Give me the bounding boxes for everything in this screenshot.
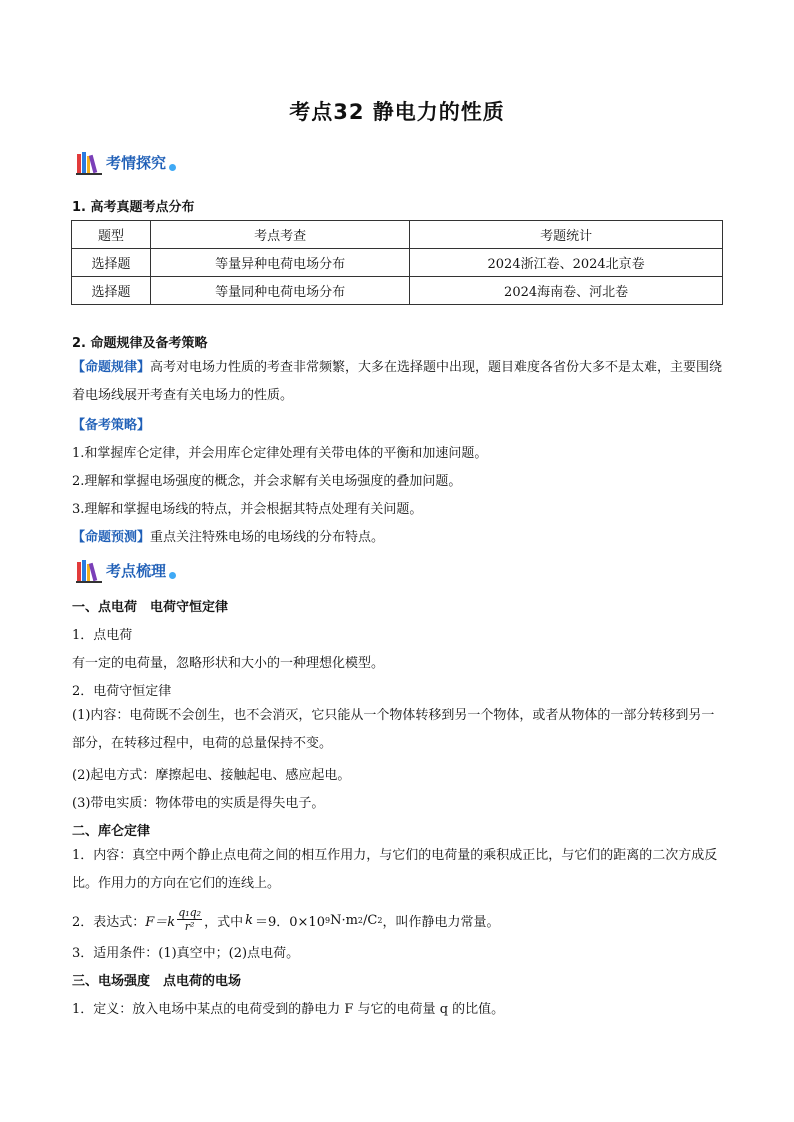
section-banner-exam-analysis bbox=[76, 150, 176, 176]
forecast-line bbox=[72, 528, 724, 548]
strategy-item: 1.和掌握库仑定律，并会用库仑定律处理有关带电体的平衡和加速问题。 bbox=[72, 446, 488, 461]
section-banner-key-points bbox=[76, 558, 176, 584]
table-cell: 选择题 bbox=[72, 277, 151, 305]
forecast-tag: 【命题预测】 bbox=[72, 530, 151, 545]
table-cell: 等量同种电荷电场分布 bbox=[151, 277, 410, 305]
rule-text: 高考对电场力性质的考查非常频繁，大多在选择题中出现，题目难度各省份大多不是太难，主要围绕着电场线展开考查有关电场力的性质。 bbox=[72, 360, 723, 403]
electrification-methods: (2)起电方式：摩擦起电、接触起电、感应起电。 bbox=[72, 768, 351, 783]
strategy-tag: 【备考策略】 bbox=[72, 418, 151, 433]
formula-lhs: F＝k bbox=[145, 914, 176, 930]
coulomb-formula bbox=[72, 900, 499, 940]
strategy-item: 2.理解和掌握电场强度的概念，并会求解有关电场强度的叠加问题。 bbox=[72, 474, 462, 489]
books-icon bbox=[76, 151, 102, 175]
heading-distribution: 1. 高考真题考点分布 bbox=[72, 200, 195, 215]
exam-stats-table bbox=[71, 220, 723, 305]
formula-exponent: 2 bbox=[357, 915, 364, 925]
heading-point-charge: 一、点电荷 电荷守恒定律 bbox=[72, 600, 229, 615]
dot-icon bbox=[169, 572, 176, 579]
table-cell: 等量异种电荷电场分布 bbox=[151, 249, 410, 277]
coulomb-conditions: 3．适用条件：(1)真空中；(2)点电荷。 bbox=[72, 946, 300, 961]
strategy-item: 3.理解和掌握电场线的特点，并会根据其特点处理有关问题。 bbox=[72, 502, 423, 517]
books-icon bbox=[76, 559, 102, 583]
formula-k: k bbox=[245, 912, 253, 928]
table-cell: 2024海南卷、河北卷 bbox=[410, 277, 723, 305]
table-header-cell: 题型 bbox=[72, 221, 151, 249]
table-row bbox=[72, 249, 723, 277]
formula-suffix-e: ，叫作静电力常量。 bbox=[382, 914, 500, 930]
dot-icon bbox=[169, 164, 176, 171]
heading-strategy: 2. 命题规律及备考策略 bbox=[72, 336, 208, 351]
forecast-text: 重点关注特殊电场的电场线的分布特点。 bbox=[150, 530, 385, 545]
heading-field-strength: 三、电场强度 点电荷的电场 bbox=[72, 974, 242, 989]
rule-paragraph bbox=[72, 354, 724, 410]
conservation-content: (1)内容：电荷既不会创生，也不会消灭，它只能从一个物体转移到另一个物体，或者从物体的一部分转移到另一部分，在转移过程中，电荷的总量保持不变。 bbox=[72, 708, 715, 751]
formula-denominator: r² bbox=[184, 920, 195, 933]
formula-exponent: 9 bbox=[324, 915, 331, 925]
section-banner-label: 考点梳理 bbox=[106, 561, 167, 580]
section-banner-label: 考情探究 bbox=[106, 153, 167, 172]
electrification-essence: (3)带电实质：物体带电的实质是得失电子。 bbox=[72, 796, 325, 811]
table-cell: 2024浙江卷、2024北京卷 bbox=[410, 249, 723, 277]
coulomb-content: 1．内容：真空中两个静止点电荷之间的相互作用力，与它们的电荷量的乘积成正比，与它们的距离的二次方成反比。作用力的方向在它们的连线上。 bbox=[72, 848, 718, 891]
rule-tag: 【命题规律】 bbox=[72, 360, 151, 375]
table-cell: 选择题 bbox=[72, 249, 151, 277]
heading-coulomb: 二、库仑定律 bbox=[72, 824, 151, 839]
table-row bbox=[72, 277, 723, 305]
field-strength-definition: 1．定义：放入电场中某点的电荷受到的静电力 F 与它的电荷量 q 的比值。 bbox=[72, 1002, 505, 1017]
page-title: 考点32 静电力的性质 bbox=[289, 100, 505, 124]
subheading-conservation: 2．电荷守恒定律 bbox=[72, 684, 172, 699]
table-header-row bbox=[72, 221, 723, 249]
formula-exponent: 2 bbox=[377, 915, 383, 925]
subheading-point-charge: 1．点电荷 bbox=[72, 628, 133, 643]
formula-suffix-d: /C bbox=[363, 912, 378, 928]
formula-suffix-c: N·m bbox=[330, 912, 358, 928]
table-header-cell: 考题统计 bbox=[410, 221, 723, 249]
strategy-tag-line bbox=[72, 416, 724, 436]
formula-prefix: 2．表达式： bbox=[72, 914, 146, 930]
formula-fraction bbox=[177, 906, 202, 934]
table-header-cell: 考点考查 bbox=[151, 221, 410, 249]
formula-suffix-b: ＝9．0×10 bbox=[255, 914, 325, 930]
formula-numerator: q₁q₂ bbox=[178, 906, 202, 919]
point-charge-definition: 有一定的电荷量，忽略形状和大小的一种理想化模型。 bbox=[72, 656, 385, 671]
formula-suffix-a: ，式中 bbox=[204, 914, 244, 930]
